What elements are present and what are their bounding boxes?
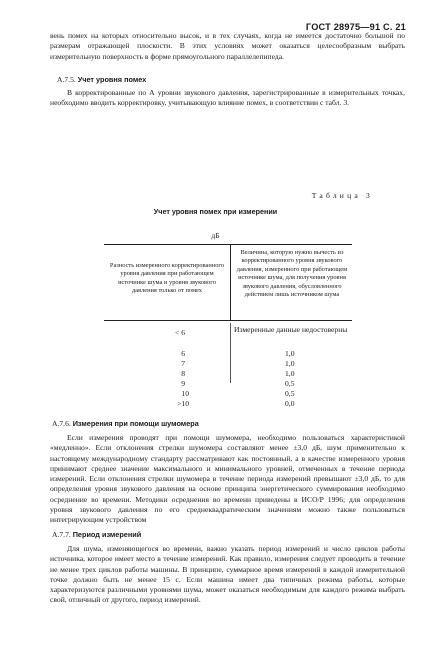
table-row-6-value: 0,5 xyxy=(285,389,295,398)
section-a75-heading xyxy=(57,75,146,85)
section-a75-text: В корректированные по А уровни звукового давления, зарегистрированные в измерительных точках, необходимо вводить корректировку, учитывающую влияние помех, в соответствии с табл. 3. xyxy=(50,88,405,108)
table-row-2-difference: 6 xyxy=(181,349,185,358)
page-header: ГОСТ 28975—91 С. 21 xyxy=(305,22,406,32)
table-header-difference: Разность измеренного корректированного уровня давления при работающем источнике шума и уровня звукового давления только от помех xyxy=(109,262,225,295)
section-a77-text: Для шума, изменяющегося во времени, важно указать период измерений и число циклов работы источника, которое имеет место в течение измерений. Как правило, измерения следует проводить в течение не менее трех циклов работы машины. В принципе, суммарное время измерений в каждой измерительной точке должно быть не менее 15 с. Если машина имеет два типичных режима работы, которые характеризуются различными уровнями шума, может оказаться необходимым для каждого режима выбрать свой, отличный от другого, период измерений. xyxy=(50,544,405,605)
section-a75-title: Учет уровня помех xyxy=(77,75,147,84)
intro-paragraph: вень помех на которых относительно высок, и в тех случаях, когда не имеется достаточно большой по размерам отражающей плоскости. В этих условиях может оказаться целесообразным выбрать измерительную поверхность в форме прямоугольного параллелепипеда. xyxy=(50,31,405,61)
table-body-divider xyxy=(230,323,231,383)
section-a76-title: Измерения при помощи шумомера xyxy=(72,419,199,428)
section-a76-number: А.7.6. xyxy=(52,419,71,428)
section-a76-heading xyxy=(52,419,199,429)
section-a75-number: А.7.5. xyxy=(57,75,76,84)
table-row-3-difference: 7 xyxy=(181,359,185,368)
table-row-7-difference: >10 xyxy=(177,399,189,408)
table-title: Учет уровня помех при измерении xyxy=(153,207,278,216)
table-row-2-value: 1,0 xyxy=(285,349,295,358)
table-header-divider xyxy=(230,244,231,320)
table-label: Таблица 3 xyxy=(311,191,373,200)
section-a77-heading xyxy=(52,530,141,540)
table-unit: дБ xyxy=(211,231,220,240)
table-row-7-value: 0,0 xyxy=(285,399,295,408)
table-row-6-difference: 10 xyxy=(181,389,189,398)
table-row-4-value: 1,0 xyxy=(285,369,295,378)
table-row-5-value: 0,5 xyxy=(285,379,295,388)
table-row-4-difference: 8 xyxy=(181,369,185,378)
table-row-3-value: 1,0 xyxy=(285,359,295,368)
section-a77-title: Период измерений xyxy=(72,530,142,539)
table-row-1-difference: < 6 xyxy=(175,328,185,337)
table-header-correction: Величина, которую нужно вычесть из корректированного уровня звукового давления, измеренного при работающем источнике шума, для получения уровня звукового давления, обусловленного действием лишь источником шума xyxy=(236,249,348,299)
table-header-rule xyxy=(104,320,352,321)
table-row-1-value: Измеренные данные недостоверны xyxy=(234,325,348,334)
section-a77-number: А.7.7. xyxy=(52,530,71,539)
table-top-rule xyxy=(104,244,352,245)
section-a76-text: Если измерения проводят при помощи шумомера, необходимо пользоваться характеристикой «медленно». Если отклонения стрелки шумомера составляют менее ±3,0 дБ, шум применительно к настоящему международному стандарту рассматривают как постоянный, а в качестве измеренного уровня принимают среднее значение максимального и минимального уровней, отмеченных в течение периода измерений. Если отклонения стрелки шумомера в течение периода измерений превышают ±3,0 дБ, то для определения уровня звукового давления на основе принципа энергетического суммирования необходимо осреднение во времени. Методики осреднения во времени приведены в ИСО/Р 1996; для определения уровня звукового давления по его среднеквадратическим значениям можно также пользоваться интегрирующим устройством xyxy=(50,433,405,525)
table-row-5-difference: 9 xyxy=(181,379,185,388)
